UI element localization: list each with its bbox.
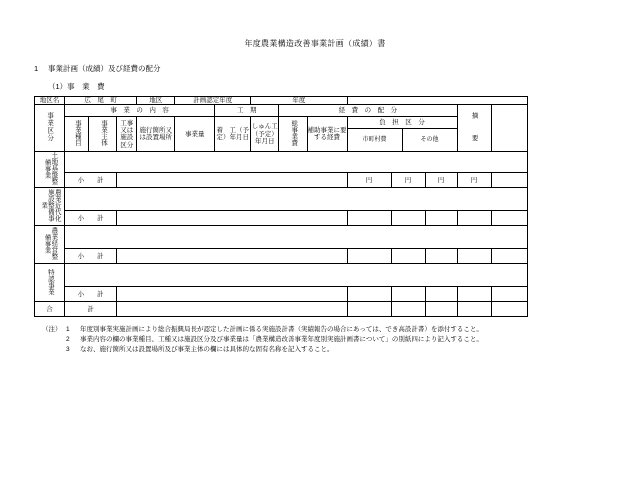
table-row [35,264,528,287]
notes-label: （注） [42,326,62,334]
cell-entry-1[interactable] [65,152,528,173]
cell-district-blank [347,97,527,105]
header-so-jigyo-hi: 総事業費 [279,117,307,152]
cell-amount-1-0[interactable]: 円 [347,173,391,188]
header-blank-right [491,105,527,152]
cell-total-blank [117,302,347,317]
cell-entry-3[interactable] [65,226,528,249]
header-shichoson-hi: 市町村費 [348,129,403,151]
note-text: 事業内容の欄の事業種目、工種又は施設区分及び事業量は「農業構造改善事業年度別実施計画書について」の別紙四により記入すること。 [80,336,483,344]
cell-subtotal-3: 小 計 [65,249,117,264]
header-hojo-taisho: 補助事業に要する経費 [307,117,347,152]
section-1-heading [34,63,630,74]
cell-tekiyo-2[interactable] [491,211,527,226]
header-jigyo-shu: 事業種目 [65,117,89,152]
header-koki: 工 期 [215,105,279,117]
cell-total-amount-2[interactable] [425,302,457,317]
table-header-sub-row [35,117,528,152]
table-row-total [35,302,528,317]
header-keihi-haibun: 経 費 の 配 分 [279,105,457,117]
cell-chiku-label: 地区 [137,97,175,105]
cell-amount-3-1[interactable] [391,249,425,264]
cell-kubun-3: 農業経営整備事業 [35,226,65,264]
cell-keikaku-nintei-label: 計画認定年度 [175,97,251,105]
cell-total-amount-3[interactable] [457,302,491,317]
cell-subtotal-3-blank [117,249,347,264]
cell-chiku-mei-value[interactable]: 広 尾 町 [65,97,137,105]
cell-subtotal-4-blank [117,287,347,302]
cell-kubun-2: 農業近代化施設整備事業 [35,188,65,226]
cell-tekiyo-3[interactable] [491,249,527,264]
cell-amount-4-3[interactable] [457,287,491,302]
plan-table [34,96,528,317]
cell-amount-1-3[interactable]: 円 [457,173,491,188]
cell-total-tekiyo[interactable] [491,302,527,317]
cell-tekiyo-4[interactable] [491,287,527,302]
cell-amount-1-1[interactable]: 円 [391,173,425,188]
notes-block [42,325,630,354]
header-jigyo-ryo: 事業量 [175,117,215,152]
cell-amount-2-2[interactable] [425,211,457,226]
cell-total-label: 合 [35,302,65,317]
document-page [0,38,630,479]
cell-subtotal-2-blank [117,211,347,226]
table-row-district [35,97,528,105]
section-1-label: 事業計画（成績）及び経費の配分 [48,64,161,73]
cell-amount-2-1[interactable] [391,211,425,226]
table-row-subtotal [35,211,528,226]
table-row-subtotal [35,287,528,302]
note-item [42,335,630,345]
cell-amount-3-2[interactable] [425,249,457,264]
table-row [35,152,528,173]
cell-kubun-1: 土地基盤整備事業 [35,152,65,188]
header-futan-kubun-group [347,117,457,152]
page-title: 年度農業構造改善事業計画（成績）書 [244,39,386,48]
header-chaku-ko: 着 工（予定）年月日 [215,117,251,152]
section-2-number: （1） [48,82,68,91]
cell-amount-3-0[interactable] [347,249,391,264]
cell-total-value: 計 [65,302,117,317]
table-row-subtotal [35,249,528,264]
note-item [42,325,630,335]
note-number: 1 [66,326,70,334]
header-futan-kubun: 負 担 区 分 [348,117,457,129]
note-number: 2 [66,336,70,344]
note-text: 年度別事業実施計画により総合振興局長が認定した計画に係る実施設計書（実績報告の場合にあっては、でき高設計書）を添付すること。 [80,326,483,334]
section-2-label: 事 業 費 [67,82,105,91]
cell-entry-2[interactable] [65,188,528,211]
cell-chiku-mei-label: 地区名 [35,97,65,105]
header-sonota: その他 [420,137,439,144]
cell-amount-4-0[interactable] [347,287,391,302]
header-jigyo-kubun: 事業区分 [35,105,65,152]
section-2-heading [48,81,630,92]
cell-amount-2-3[interactable] [457,211,491,226]
section-1-number: 1 [34,64,39,73]
cell-subtotal-4: 小 計 [65,287,117,302]
table-row [35,188,528,211]
header-tekiyo: 摘 要 [457,105,491,152]
cell-amount-4-1[interactable] [391,287,425,302]
cell-nendo-value[interactable]: 年度 [251,97,347,105]
note-number: 3 [66,345,70,353]
cell-total-amount-0[interactable] [347,302,391,317]
table-header-group-row [35,105,528,117]
cell-total-amount-1[interactable] [391,302,425,317]
table-row [35,226,528,249]
cell-amount-1-2[interactable]: 円 [425,173,457,188]
header-seko-basho: 施行箇所又は設置場所 [137,117,175,152]
cell-amount-3-3[interactable] [457,249,491,264]
note-item [42,345,630,355]
cell-entry-4[interactable] [65,264,528,287]
cell-subtotal-2: 小 計 [65,211,117,226]
cell-subtotal-1-blank [117,173,347,188]
header-jigyo-shutai: 事業主体 [89,117,117,152]
cell-amount-4-2[interactable] [425,287,457,302]
cell-subtotal-1: 小 計 [65,173,117,188]
cell-amount-2-0[interactable] [347,211,391,226]
header-seko-kasho: 工事又は施設区分 [117,117,137,152]
cell-kubun-4: 特認事業 [35,264,65,302]
table-row-subtotal [35,173,528,188]
cell-tekiyo-1[interactable] [491,173,527,188]
header-shunko: しゅん工（予定）年月日 [251,117,279,152]
header-jigyo-naiyo: 事 業 の 内 容 [65,105,215,117]
note-text: なお、施行箇所又は設置場所及び事業主体の欄には具体的な固有名称を記入すること。 [80,345,334,353]
